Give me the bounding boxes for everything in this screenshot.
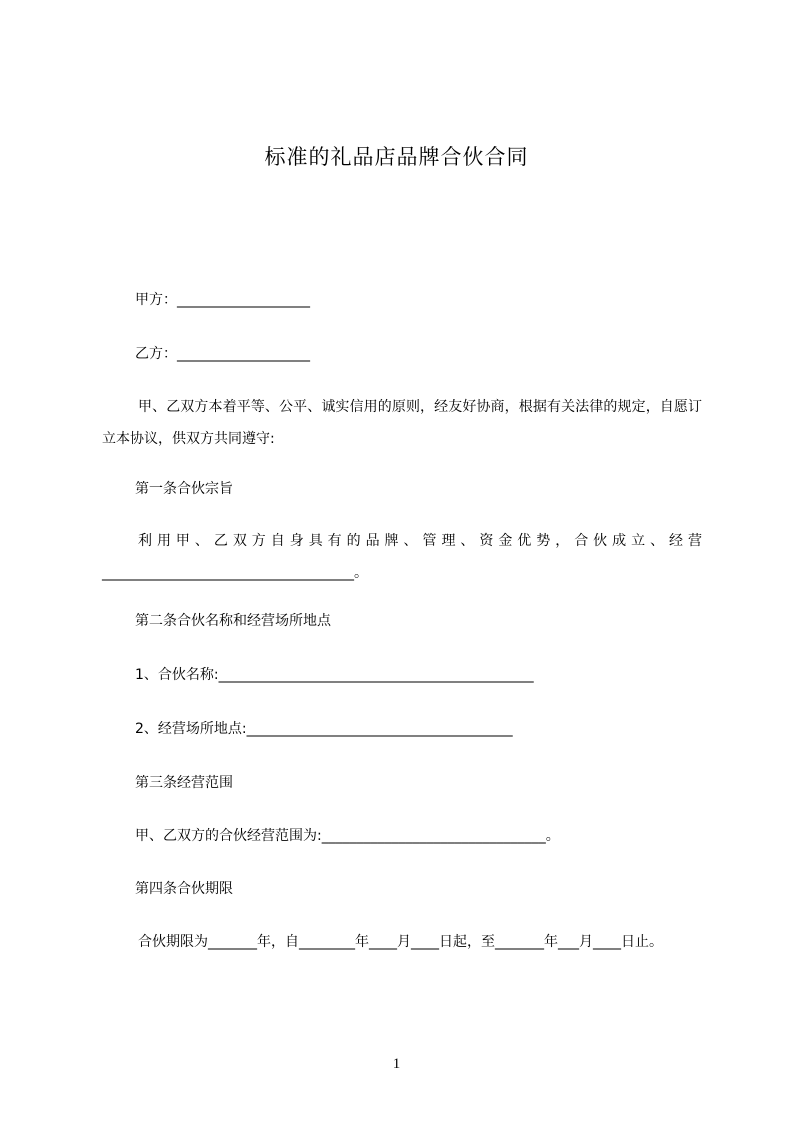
party-a-line: 甲方：___________________ — [135, 292, 310, 308]
article-2-item-2: 2、经营场所地点:______________________________________ — [135, 721, 513, 737]
page-number: 1 — [392, 1056, 401, 1072]
article-4-body: 合伙期限为_______年，自________年____月____日起，至_______年___月____日止。 — [138, 934, 663, 950]
intro-paragraph: 甲、乙双方本着平等、公平、诚实信用的原则，经友好协商，根据有关法律的规定，自愿订立本协议，供双方共同遵守: — [102, 399, 702, 447]
article-1-heading: 第一条合伙宗旨 — [135, 481, 233, 497]
document-title: 标准的礼品店品牌合伙合同 — [264, 145, 529, 169]
article-2-item-1: 1、合伙名称:_____________________________________________ — [135, 667, 534, 683]
party-b-line: 乙方：___________________ — [135, 346, 310, 362]
article-3-heading: 第三条经营范围 — [135, 775, 233, 791]
article-1-body: 利用甲、乙双方自身具有的品牌、管理、资金优势，合伙成立、经营____________________________________。 — [102, 533, 702, 581]
article-2-heading: 第二条合伙名称和经营场所地点 — [135, 613, 331, 629]
article-3-body: 甲、乙双方的合伙经营范围为:________________________________。 — [135, 828, 560, 844]
article-4-heading: 第四条合伙期限 — [135, 881, 233, 897]
